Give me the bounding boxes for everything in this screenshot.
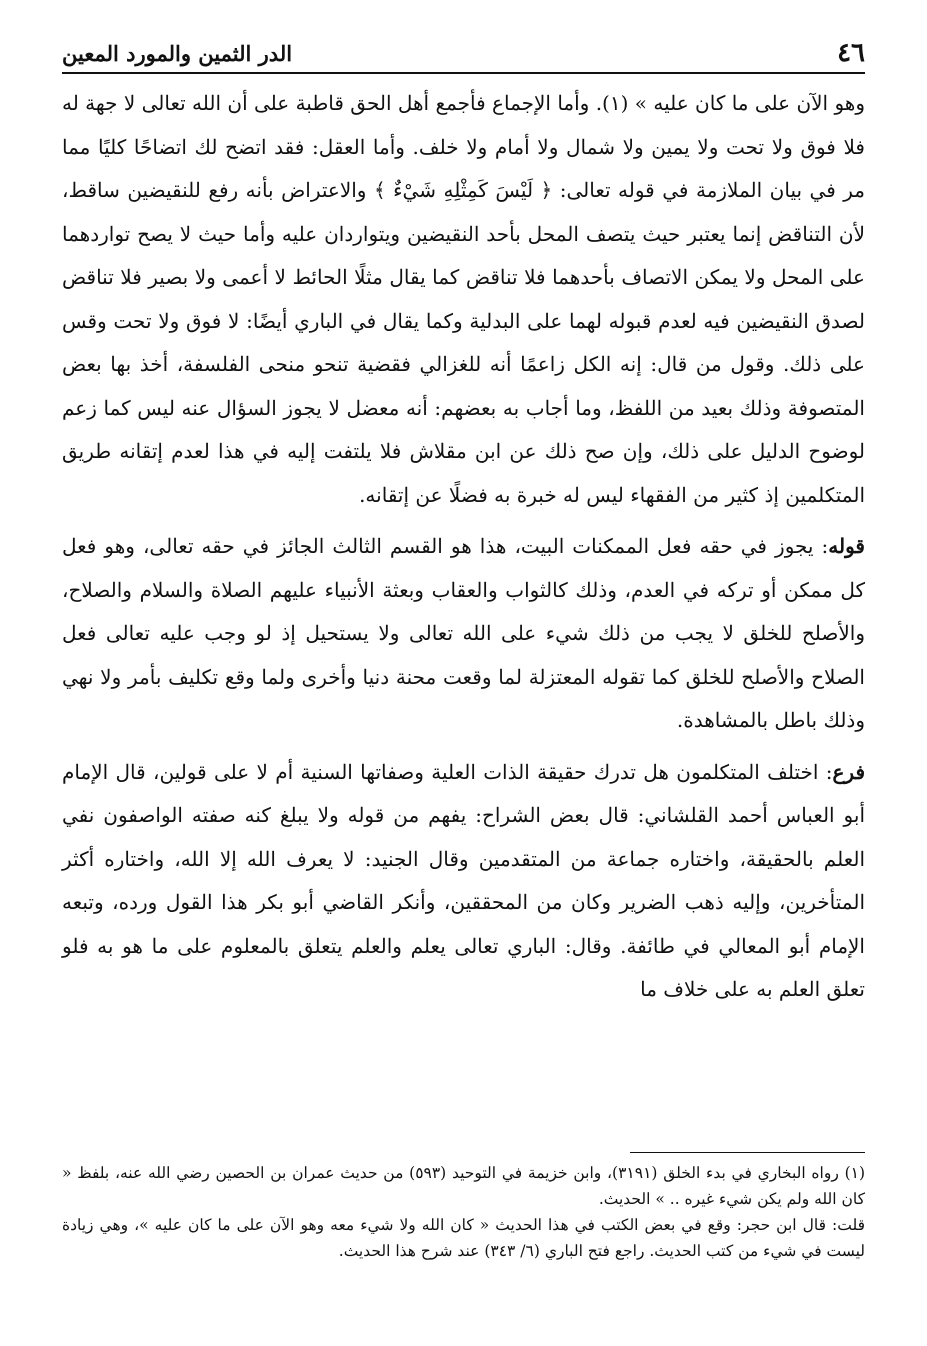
running-title: الدر الثمين والمورد المعين: [62, 41, 293, 66]
footnotes: [62, 1160, 865, 1264]
paragraph: [62, 751, 865, 1012]
paragraph: وهو الآن على ما كان عليه » (١). وأما الإجماع فأجمع أهل الحق قاطبة على أن الله تعالى لا جهة له فلا فوق ولا تحت ولا يمين ولا شمال ولا أمام ولا خلف. وأما العقل: فقد اتضح لك اتضاحًا كليًا مما مر في بيان الملازمة في قوله تعالى: ﴿ لَيْسَ كَمِثْلِهِ شَيْءٌ ﴾ والاعتراض بأنه رفع للنقيضين ساقط، لأن التناقض إنما يعتبر حيث يتصف المحل بأحد النقيضين ويتواردان عليه وأما حيث لا يصح تواردهما على المحل ولا يمكن الاتصاف بأحدهما فلا تناقض كما يقال مثلًا الحائط لا أعمى ولا بصير فلا تناقض لصدق النقيضين فيه لعدم قبوله لهما على البدلية وكما يقال في الباري أيضًا: لا فوق ولا تحت وقس على ذلك. وقول من قال: إنه الكل زاعمًا أنه للغزالي فقضية تنحو منحى الفلسفة، أخذ بها بعض المتصوفة وذلك بعيد من اللفظ، وما أجاب به بعضهم: أنه معضل لا يجوز السؤال عنه ليس كما زعم لوضوح الدليل على ذلك، وإن صح ذلك عن ابن مقلاش فلا يلتفت إليه في هذا لعدم إتقانه طريق المتكلمين إذ كثير من الفقهاء ليس له خبرة به فضلًا عن إتقانه.: [62, 91, 866, 507]
paragraph-text: : اختلف المتكلمون هل تدرك حقيقة الذات العلية وصفاتها السنية أم لا على قولين، قال الإمام أبو العباس أحمد القلشاني: قال بعض الشراح: يفهم من قوله ولا يبلغ كنه صفته الواصفون نفي العلم بالحقيقة، واختاره جماعة من المتقدمين وقال الجنيد: لا يعرف الله إلا الله، واختاره أكثر المتأخرين، وإليه ذهب الضرير وكان من المحققين، وأنكر القاضي أبو بكر هذا القول ورده، وتبعه الإمام أبو المعالي في طائفة. وقال: الباري تعالى يعلم والعلم يتعلق بالمعلوم على ما هو به فلو تعلق العلم به على خلاف ما: [62, 759, 865, 1001]
page-header: [62, 38, 865, 74]
footnote: قلت: قال ابن حجر: وقع في بعض الكتب في هذا الحديث « كان الله ولا شيء معه وهو الآن على ما كان عليه »، وهي زيادة ليست في شيء من كتب الحديث. راجع فتح الباري (٦/ ٣٤٣) عند شرح هذا الحديث.: [62, 1216, 865, 1260]
main-text: [62, 82, 865, 1012]
footnote: (١) رواه البخاري في بدء الخلق (٣١٩١)، وابن خزيمة في التوحيد (٥٩٣) من حديث عمران بن الحصين رضي الله عنه، بلفظ « كان الله ولم يكن شيء غيره .. » الحديث.: [62, 1164, 866, 1208]
paragraph-text: : يجوز في حقه فعل الممكنات البيت، هذا هو القسم الثالث الجائز في حقه تعالى، وهو فعل كل ممكن أو تركه في العدم، وذلك كالثواب والعقاب وبعثة الأنبياء عليهم الصلاة والسلام والصلاح، والأصلح للخلق لا يجب من ذلك شيء على الله تعالى ولا يستحيل إذ لو وجب عليه تعالى فعل الصلاح والأصلح للخلق كما تقوله المعتزلة لما وقعت محنة دنيا وأخرى ولما وقع تكليف بأمر ولا نهي وذلك باطل بالمشاهدة.: [62, 534, 865, 732]
page-number: ٤٦: [837, 38, 865, 68]
paragraph-lead-word: قوله: [828, 534, 865, 558]
footnote-separator: [630, 1152, 865, 1153]
paragraph-lead-word: فرع: [832, 759, 865, 784]
paragraph: [62, 525, 865, 743]
